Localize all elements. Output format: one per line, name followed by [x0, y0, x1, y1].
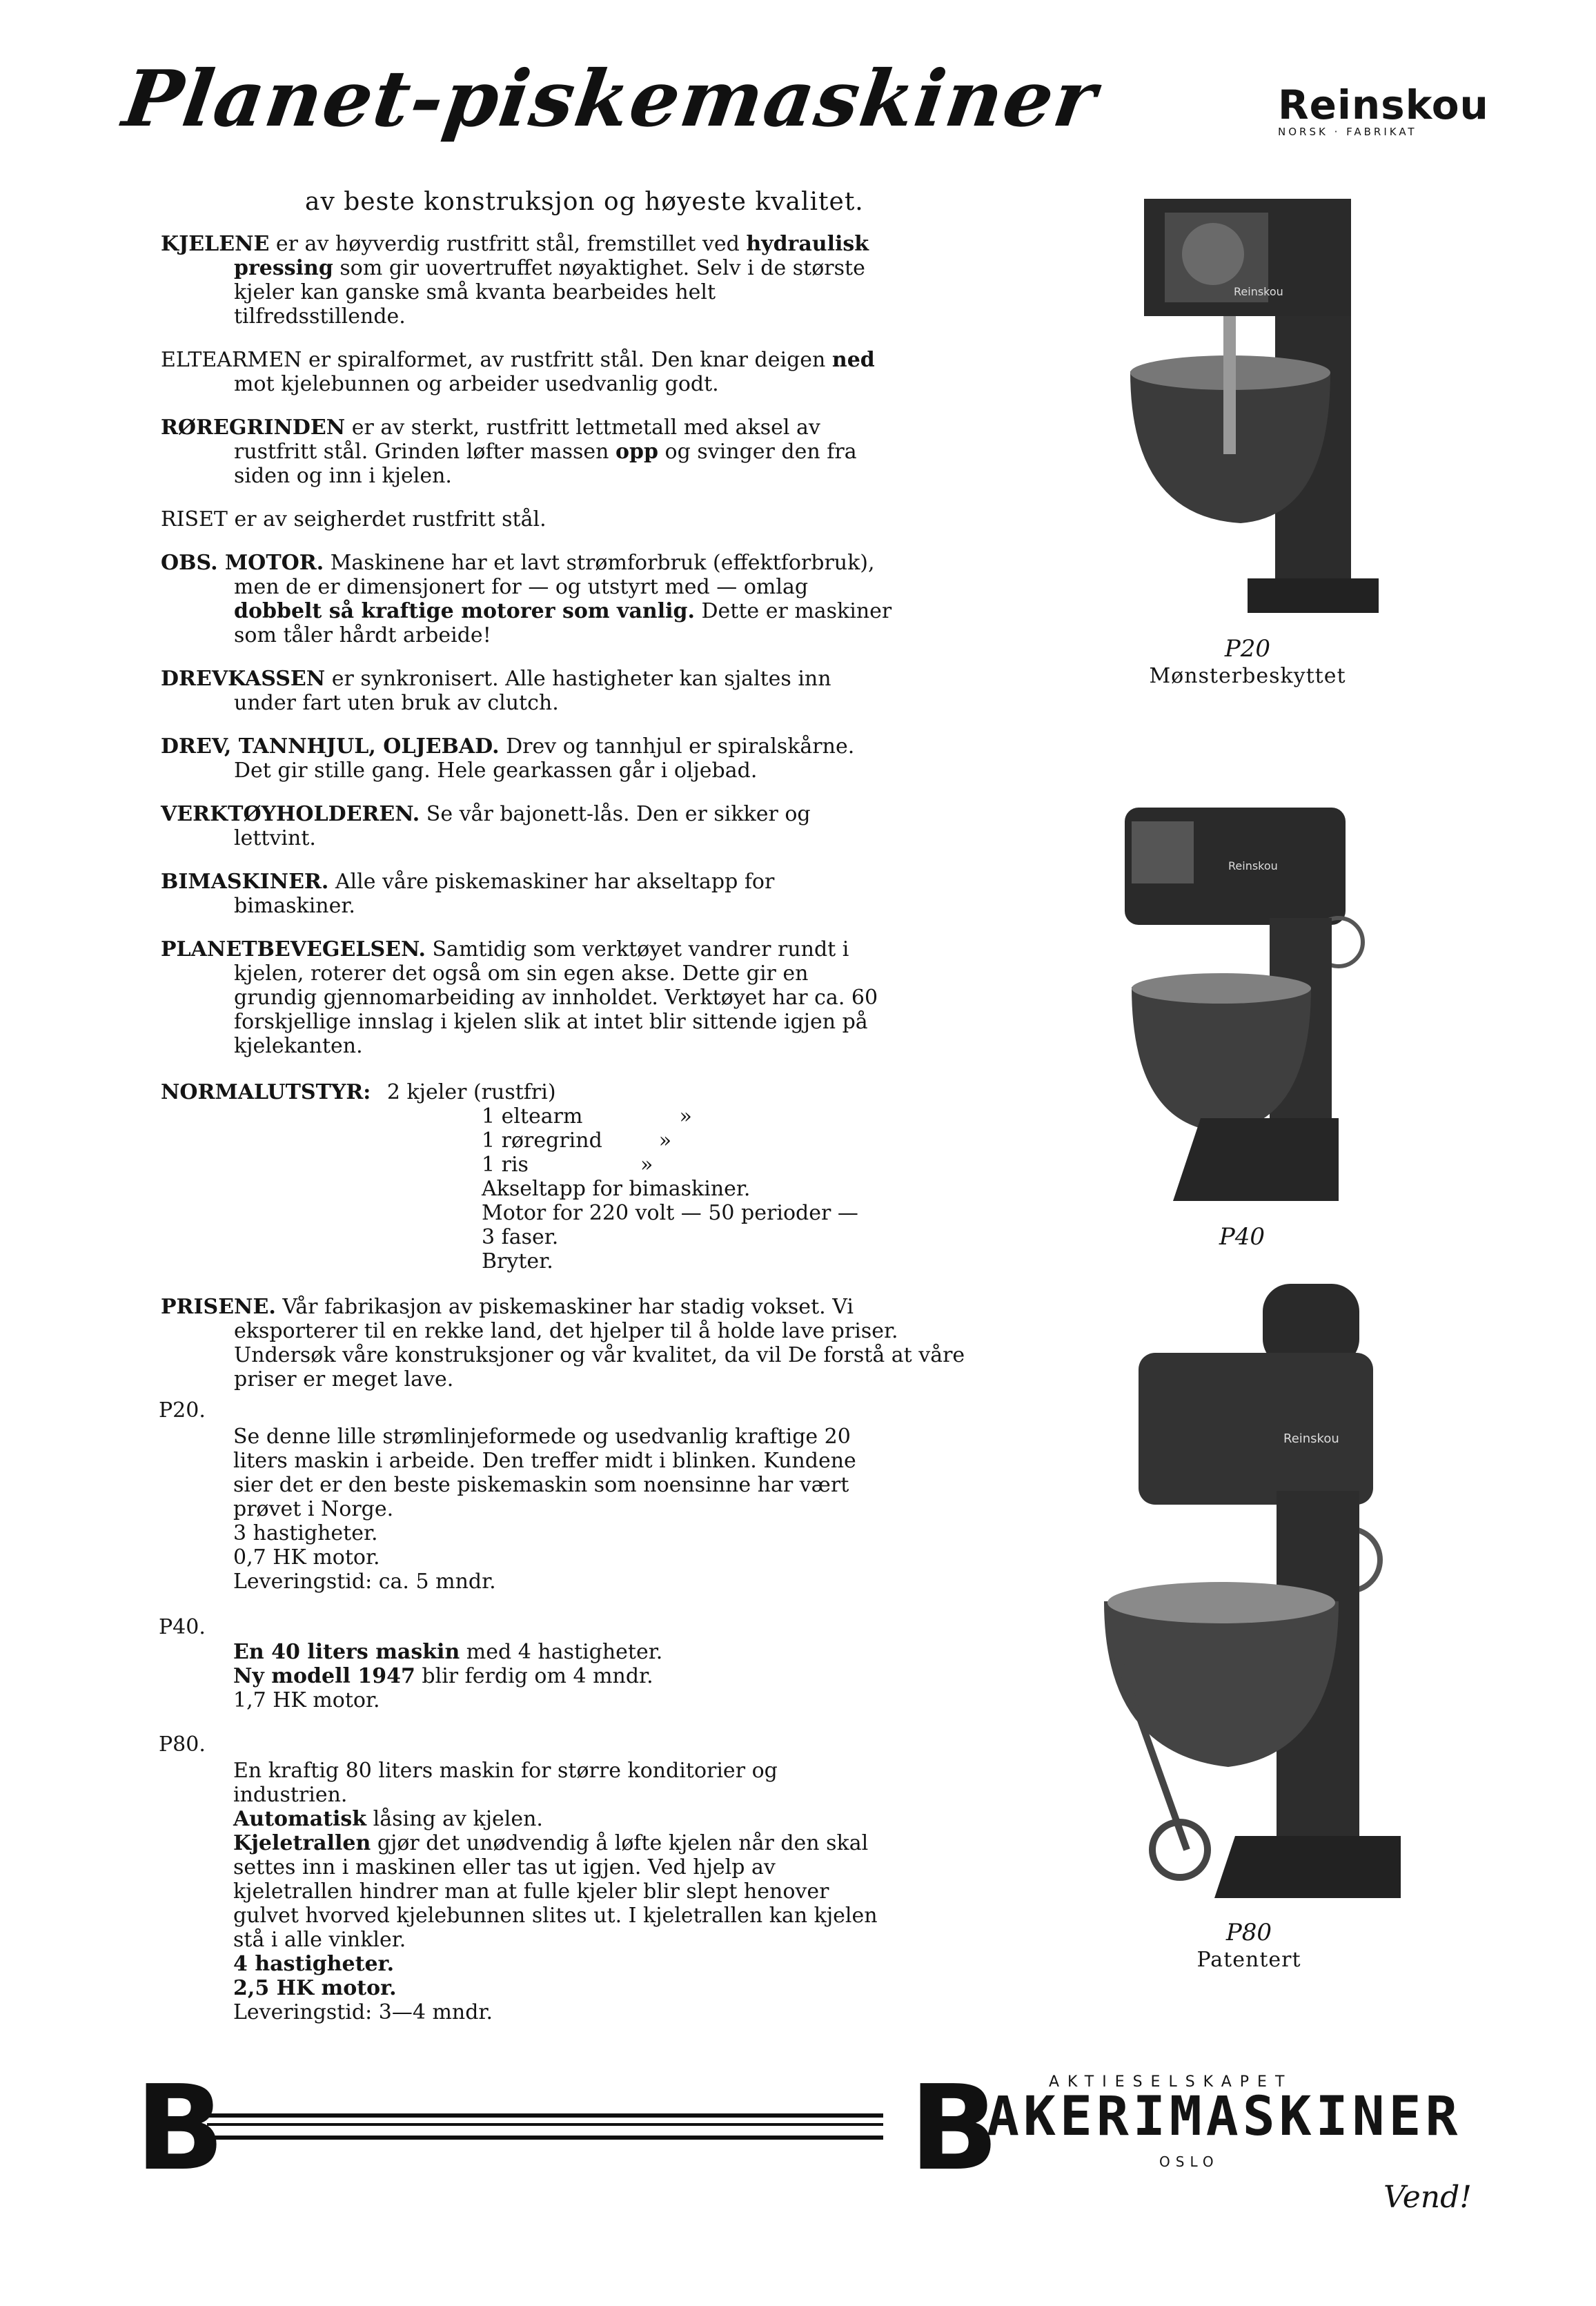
caption-p20-sub: Mønsterbeskyttet — [1149, 664, 1346, 688]
standard-extra: Bryter. — [482, 1249, 553, 1273]
brand-name: Reinskou — [1278, 81, 1489, 128]
brand-sub: NORSK · FABRIKAT — [1278, 126, 1417, 138]
section-verktoyholderen: VERKTØYHOLDEREN. Se vår bajonett-lås. Den er sikker og lettvint. — [161, 802, 811, 850]
caption-p80: P80 — [1225, 1919, 1272, 1946]
standard-equipment — [161, 1080, 556, 1104]
company-type: AKTIESELSKAPET — [1049, 2073, 1293, 2091]
company-logo-left: B — [135, 2060, 225, 2197]
caption-p80-sub: Patentert — [1196, 1948, 1301, 1972]
model-label-p40: P40. — [159, 1615, 206, 1639]
section-eltearmen: ELTEARMEN er spiralformet, av rustfritt stål. Den knar deigen ned mot kjelebunnen og arbeider usedvanlig godt. — [161, 348, 875, 396]
model-p40: En 40 liters maskin med 4 hastigheter. Ny modell 1947 blir ferdig om 4 mndr. 1,7 HK motor. — [233, 1640, 663, 1712]
section-drev: DREV, TANNHJUL, OLJEBAD. Drev og tannhjul er spiralskårne. Det gir stille gang. Hele gearkassen går i oljebad. — [161, 734, 855, 783]
standard-item: 1 røregrind » — [482, 1128, 672, 1153]
caption-p20: P20 — [1224, 635, 1271, 663]
photo-p80 — [1076, 1270, 1421, 1919]
prices-label: PRISENE. — [161, 1295, 276, 1319]
standard-first: 2 kjeler (rustfri) — [386, 1080, 556, 1104]
standard-label: NORMALUTSTYR: — [161, 1080, 371, 1104]
model-p20: Se denne lille strømlinjeformede og usedvanlig kraftige 20 liters maskin i arbeide. Den treffer midt i blinken. Kundene sier det er den beste piskemaskin som noensinne har vært prøvet i Norge. 3 hastigheter. 0,7 HK motor. Leveringstid: ca. 5 mndr. — [233, 1425, 856, 1594]
photo-p20 — [1103, 192, 1392, 620]
section-drevkassen: DREVKASSEN er synkronisert. Alle hastigheter kan sjaltes inn under fart uten bruk av clutch. — [161, 667, 831, 715]
machine-brand-text: Reinskou — [1228, 859, 1278, 872]
company-name: AKERIMASKINER — [987, 2086, 1462, 2148]
standard-item: 1 ris » — [482, 1153, 653, 1177]
brand-logo — [1278, 81, 1489, 138]
section-obs-motor: OBS. MOTOR. Maskinene har et lavt strømforbruk (effektforbruk), men de er dimensjonert for — og utstyrt med — omlag dobbelt så kraftige motorer som vanlig. Dette er maskiner som tåler hårdt arbeide! — [161, 551, 892, 647]
section-kjelene: KJELENE er av høyverdig rustfritt stål, fremstillet ved hydraulisk pressing som gir uovertruffet nøyaktighet. Selv i de største kjeler kan ganske små kvanta bearbeides helt tilfredsstillende. — [161, 232, 869, 329]
company-city: OSLO — [1159, 2153, 1219, 2170]
model-label-p20: P20. — [159, 1398, 206, 1423]
section-riset: RISET er av seigherdet rustfritt stål. — [161, 507, 546, 531]
prices-text: Vår fabrikasjon av piskemaskiner har stadig vokset. Vi eksporterer til en rekke land, det hjelper til å holde lave priser. Undersøk våre konstruksjoner og vår kvalitet, da vil De forstå at våre priser er meget lave. — [234, 1295, 965, 1391]
model-label-p80: P80. — [159, 1732, 206, 1757]
machine-brand-text: Reinskou — [1234, 285, 1283, 298]
standard-items — [482, 1104, 858, 1273]
caption-p40: P40 — [1219, 1223, 1265, 1251]
machine-brand-text: Reinskou — [1283, 1432, 1339, 1446]
subtitle: av beste konstruksjon og høyeste kvalitet. — [305, 188, 864, 216]
feature-list — [161, 232, 892, 1062]
standard-extra: Akseltapp for bimaskiner. — [482, 1177, 751, 1201]
footer-divider — [207, 2113, 883, 2140]
standard-item: 1 eltearm » — [482, 1104, 692, 1128]
model-p80: En kraftig 80 liters maskin for større konditorier og industrien. Automatisk låsing av kjelen. Kjeletrallen gjør det unødvendig å løfte kjelen når den skal settes inn i maskinen eller tas ut igjen. Ved hjelp av kjeletrallen hindrer man at fulle kjeler blir slept henover gulvet hvorved kjelebunnen slites ut. I kjeletrallen kan kjelen stå i alle vinkler. 4 hastigheter. 2,5 HK motor. Leveringstid: 3—4 mndr. — [233, 1759, 878, 2024]
page-title: Planet-piskemaskiner — [117, 54, 1103, 144]
company-logo-right: B — [909, 2060, 999, 2197]
turn-page-note: Vend! — [1383, 2180, 1472, 2215]
section-bimaskiner: BIMASKINER. Alle våre piskemaskiner har akseltapp for bimaskiner. — [161, 870, 775, 918]
standard-extra: 3 faser. — [482, 1225, 559, 1249]
prices-section — [161, 1295, 965, 1391]
section-planetbevegelsen: PLANETBEVEGELSEN. Samtidig som verktøyet vandrer rundt i kjelen, roterer det også om sin egen akse. Dette gir en grundig gjennomarbeiding av innholdet. Verktøyet har ca. 60 forskjellige innslag i kjelen slik at intet blir sittende igjen på kjelekanten. — [161, 937, 878, 1058]
standard-extra: Motor for 220 volt — 50 perioder — — [482, 1201, 858, 1225]
section-roregrinden: RØREGRINDEN er av sterkt, rustfritt lettmetall med aksel av rustfritt stål. Grinden løfter massen opp og svinger den fra siden og inn i kjelen. — [161, 416, 857, 488]
photo-p40 — [1090, 794, 1394, 1215]
